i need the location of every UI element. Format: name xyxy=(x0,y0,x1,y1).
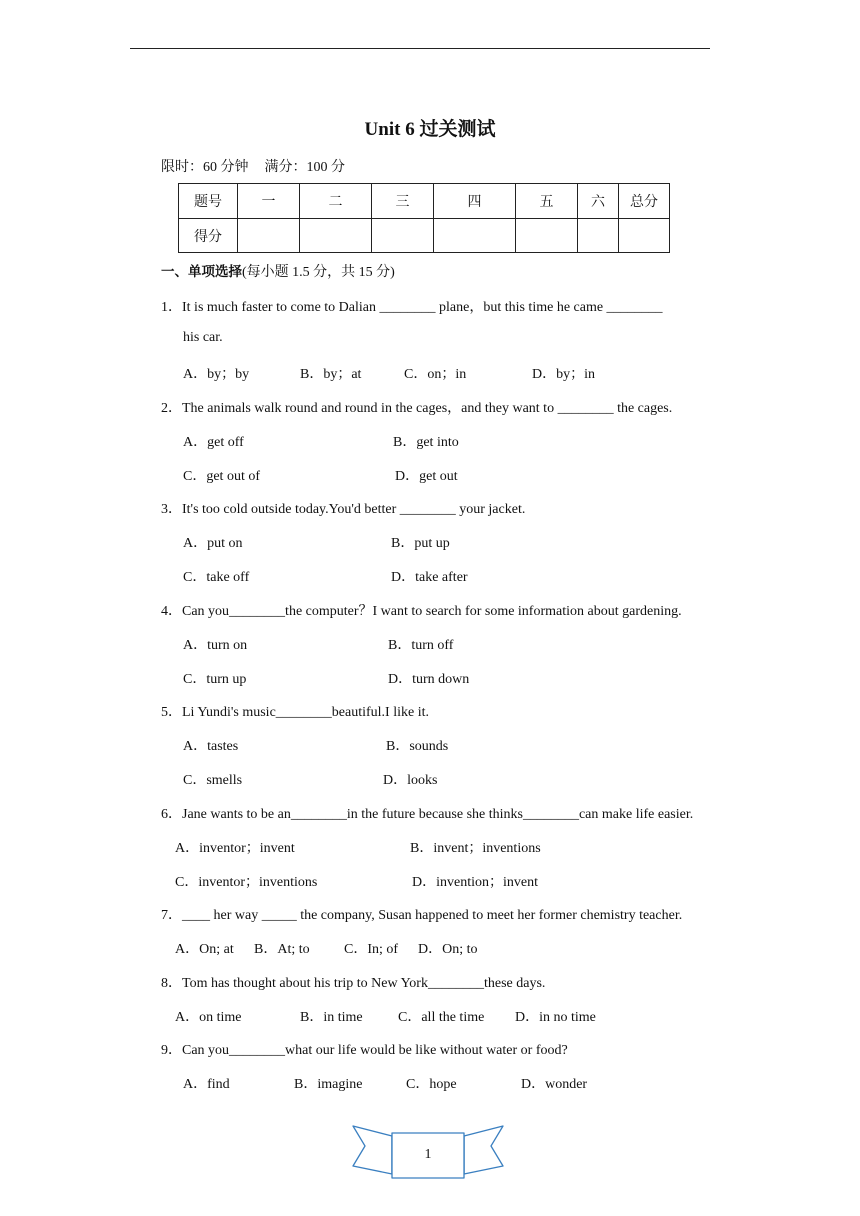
score-input-cell xyxy=(619,219,670,253)
option-7b: B．At; to xyxy=(254,942,310,957)
option-2b: B．get into xyxy=(393,435,459,450)
option-3a: A．put on xyxy=(183,536,243,551)
option-6d: D．invention；invent xyxy=(412,875,538,890)
option-5a: A．tastes xyxy=(183,739,239,754)
question-stem-5: 5．Li Yundi's music________beautiful.I like it. xyxy=(161,705,429,720)
option-5c: C．smells xyxy=(183,773,243,788)
score-input-cell xyxy=(578,219,619,253)
question-stem-2: 2．The animals walk round and round in the cages，and they want to ________ the cages. xyxy=(161,401,673,416)
option-3b: B．put up xyxy=(391,536,450,551)
full-score: 满分：100 分 xyxy=(264,160,345,175)
header-rule xyxy=(130,48,710,49)
option-9c: C．hope xyxy=(406,1077,457,1092)
option-4c: C．turn up xyxy=(183,672,247,687)
option-8d: D．in no time xyxy=(515,1010,596,1025)
option-6a: A．inventor；invent xyxy=(175,841,295,856)
option-1c: C．on；in xyxy=(404,367,467,382)
score-table-header-row xyxy=(179,184,670,219)
option-5b: B．sounds xyxy=(386,739,449,754)
option-8b: B．in time xyxy=(300,1010,363,1025)
option-1d: D．by；in xyxy=(532,367,595,382)
option-2d: D．get out xyxy=(395,469,458,484)
score-cell: 一 xyxy=(238,184,300,219)
score-cell: 四 xyxy=(434,184,516,219)
option-1b: B．by；at xyxy=(300,367,362,382)
question-stem-8: 8．Tom has thought about his trip to New York________these days. xyxy=(161,976,546,991)
question-stem-3: 3．It's too cold outside today.You'd better ________ your jacket. xyxy=(161,502,526,517)
question-stem-7: 7．____ her way _____ the company, Susan happened to meet her former chemistry teacher. xyxy=(161,908,683,923)
option-3d: D．take after xyxy=(391,570,468,585)
option-2a: A．get off xyxy=(183,435,244,450)
option-6c: C．inventor；inventions xyxy=(175,875,318,890)
score-cell: 题号 xyxy=(179,184,238,219)
question-stem-9: 9．Can you________what our life would be like without water or food? xyxy=(161,1043,568,1058)
score-cell: 五 xyxy=(516,184,578,219)
score-input-cell xyxy=(300,219,372,253)
score-cell: 三 xyxy=(372,184,434,219)
score-input-cell xyxy=(434,219,516,253)
question-stem-4: 4．Can you________the computer？I want to search for some information about gardening. xyxy=(161,604,682,619)
option-9a: A．find xyxy=(183,1077,230,1092)
time-limit: 限时：60 分钟 xyxy=(161,160,249,175)
section-heading xyxy=(161,260,395,281)
score-cell: 六 xyxy=(578,184,619,219)
question-stem-1: 1．It is much faster to come to Dalian ________ plane，but this time he came ________ xyxy=(161,300,663,315)
section-note: (每小题 1.5 分，共 15 分) xyxy=(242,265,395,280)
option-4d: D．turn down xyxy=(388,672,470,687)
option-4a: A．turn on xyxy=(183,638,248,653)
option-7c: C．In; of xyxy=(344,942,399,957)
option-6b: B．invent；inventions xyxy=(410,841,541,856)
option-2c: C．get out of xyxy=(183,469,260,484)
score-input-cell xyxy=(516,219,578,253)
score-table xyxy=(178,183,670,253)
option-7a: A．On; at xyxy=(175,942,234,957)
page-title: Unit 6 过关测试 xyxy=(364,119,496,140)
option-8a: A．on time xyxy=(175,1010,242,1025)
question-stem-6: 6．Jane wants to be an________in the future because she thinks________can make life easier. xyxy=(161,807,694,822)
page-number: 1 xyxy=(424,1147,432,1162)
score-cell: 二 xyxy=(300,184,372,219)
option-9b: B．imagine xyxy=(294,1077,363,1092)
option-3c: C．take off xyxy=(183,570,250,585)
section-title: 一、单项选择 xyxy=(161,264,242,280)
option-4b: B．turn off xyxy=(388,638,454,653)
score-input-cell xyxy=(238,219,300,253)
score-cell: 得分 xyxy=(179,219,238,253)
option-5d: D．looks xyxy=(383,773,438,788)
score-input-cell xyxy=(372,219,434,253)
exam-meta xyxy=(161,156,345,176)
score-cell: 总分 xyxy=(619,184,670,219)
option-9d: D．wonder xyxy=(521,1077,588,1092)
option-8c: C．all the time xyxy=(398,1010,485,1025)
option-7d: D．On; to xyxy=(418,942,478,957)
score-table-score-row xyxy=(179,219,670,253)
option-1a: A．by；by xyxy=(183,367,250,382)
question-stem-1-cont: his car. xyxy=(183,330,223,345)
